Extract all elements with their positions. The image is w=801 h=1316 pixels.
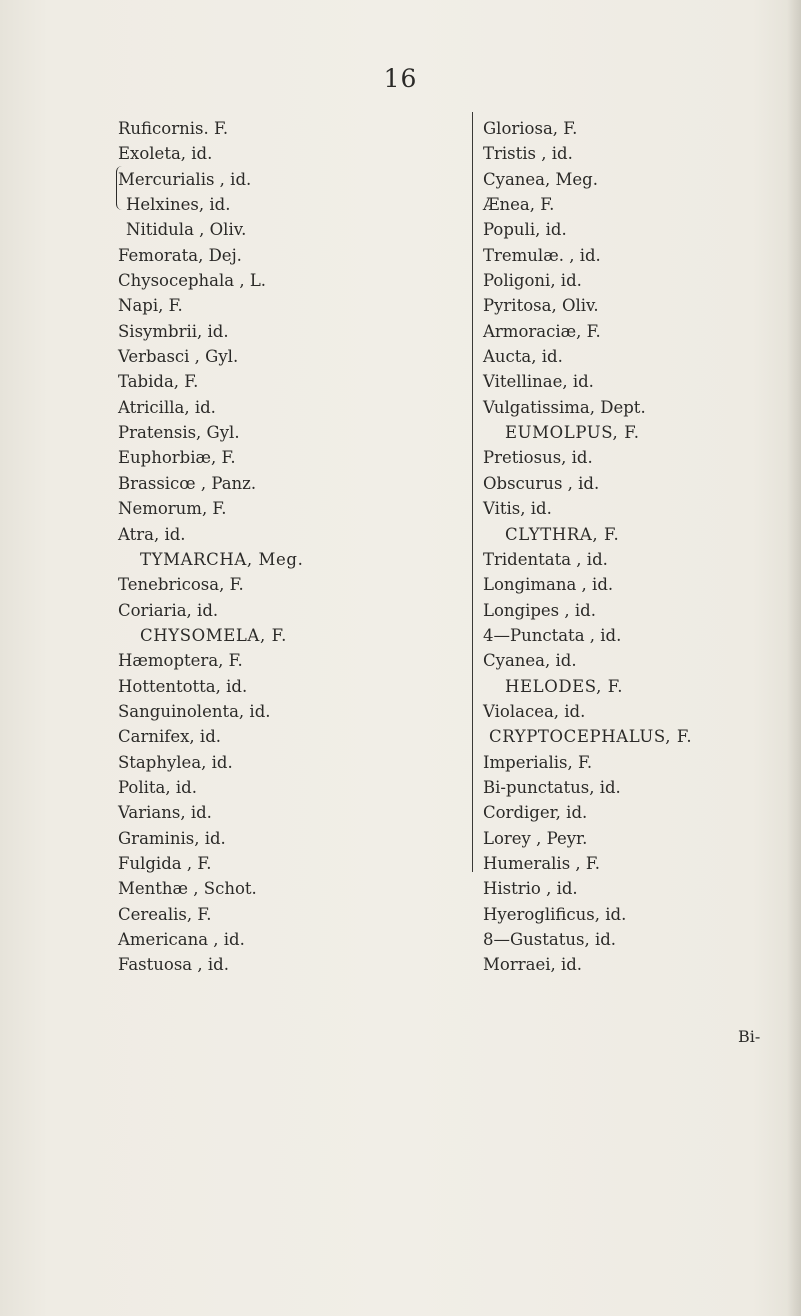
genus-heading: EUMOLPUS, F.: [505, 423, 640, 443]
page-number: 16: [383, 64, 418, 93]
species-entry: Populi, id.: [483, 220, 567, 240]
species-entry: Sanguinolenta, id.: [118, 701, 271, 721]
genus-heading: CHYSOMELA, F.: [140, 625, 287, 645]
genus-heading: CLYTHRA, F.: [505, 524, 620, 544]
species-entry: Vulgatissima, Dept.: [483, 397, 646, 417]
species-entry: Euphorbiæ, F.: [118, 448, 236, 468]
species-entry: Staphylea, id.: [118, 752, 233, 772]
species-entry: Ænea, F.: [483, 195, 555, 215]
species-entry: Poligoni, id.: [483, 271, 582, 291]
species-entry: Longipes , id.: [483, 600, 596, 620]
species-entry: Napi, F.: [118, 296, 183, 316]
species-entry: Hæmoptera, F.: [118, 651, 243, 671]
species-entry: Sisymbrii, id.: [118, 321, 229, 341]
species-entry: Obscurus , id.: [483, 473, 600, 493]
species-entry: Gloriosa, F.: [483, 119, 578, 138]
catchword: Bi-: [738, 1027, 761, 1046]
column-divider: [472, 112, 473, 872]
species-entry: Aucta, id.: [483, 347, 563, 367]
species-entry: Pretiosus, id.: [483, 448, 593, 468]
species-entry: Tenebricosa, F.: [118, 575, 244, 595]
genus-heading: HELODES, F.: [505, 676, 624, 696]
page-edge-shadow: [787, 0, 801, 1316]
species-entry: Bi-punctatus, id.: [483, 777, 621, 797]
species-entry: Femorata, Dej.: [118, 245, 242, 265]
species-entry: Tabida, F.: [118, 372, 199, 392]
right-column: [483, 116, 773, 978]
species-entry: Hyeroglificus, id.: [483, 904, 627, 924]
species-entry: Chysocephala , L.: [118, 271, 267, 291]
species-entry: Fulgida , F.: [118, 853, 212, 873]
species-entry: Brassicœ , Panz.: [118, 473, 257, 493]
species-entry: Nemorum, F.: [118, 499, 227, 519]
species-entry: Fastuosa , id.: [118, 955, 229, 975]
species-entry: Cyanea, id.: [483, 651, 577, 671]
species-entry: Ruficornis. F.: [118, 119, 229, 138]
species-entry: Cordiger, id.: [483, 803, 588, 823]
species-entry: Cerealis, F.: [118, 904, 212, 924]
species-entry: Helxines, id.: [126, 195, 231, 215]
species-entry: Tremulæ. , id.: [483, 245, 601, 265]
species-entry: Humeralis , F.: [483, 853, 601, 873]
species-entry: Hottentotta, id.: [118, 676, 248, 696]
species-entry: Vitis, id.: [483, 499, 552, 519]
species-entry: Imperialis, F.: [483, 752, 593, 772]
species-entry: Coriaria, id.: [118, 600, 219, 620]
species-entry: Graminis, id.: [118, 828, 226, 848]
species-entry: Tristis , id.: [483, 144, 573, 164]
species-entry: Armoraciæ, F.: [483, 321, 601, 341]
species-entry: 4—Punctata , id.: [483, 625, 622, 645]
genus-heading: CRYPTOCEPHALUS, F.: [489, 727, 693, 747]
species-entry: Exoleta, id.: [118, 144, 213, 164]
species-entry: Verbasci , Gyl.: [118, 347, 239, 367]
species-entry: Violacea, id.: [483, 701, 586, 721]
left-column: [118, 116, 418, 978]
species-entry: 8—Gustatus, id.: [483, 930, 617, 949]
species-entry: Carnifex, id.: [118, 727, 222, 747]
species-entry: Pratensis, Gyl.: [118, 423, 240, 443]
species-entry: Mercurialis , id.: [118, 169, 252, 189]
species-entry: Varians, id.: [118, 803, 212, 823]
genus-heading: TYMARCHA, Meg.: [140, 549, 304, 569]
species-entry: Histrio , id.: [483, 879, 578, 899]
species-entry: Americana , id.: [118, 930, 245, 949]
species-entry: Atricilla, id.: [118, 397, 216, 417]
species-entry: Nitidula , Oliv.: [126, 220, 247, 240]
species-entry: Pyritosa, Oliv.: [483, 296, 599, 316]
species-entry: Polita, id.: [118, 777, 197, 797]
species-entry: Tridentata , id.: [483, 549, 608, 569]
species-entry: Morraei, id.: [483, 955, 583, 975]
species-entry: Cyanea, Meg.: [483, 169, 598, 189]
species-entry: Vitellinae, id.: [483, 372, 594, 392]
species-entry: Longimana , id.: [483, 575, 614, 595]
species-entry: Atra, id.: [118, 524, 186, 544]
species-entry: Menthæ , Schot.: [118, 879, 257, 899]
species-entry: Lorey , Peyr.: [483, 828, 588, 848]
